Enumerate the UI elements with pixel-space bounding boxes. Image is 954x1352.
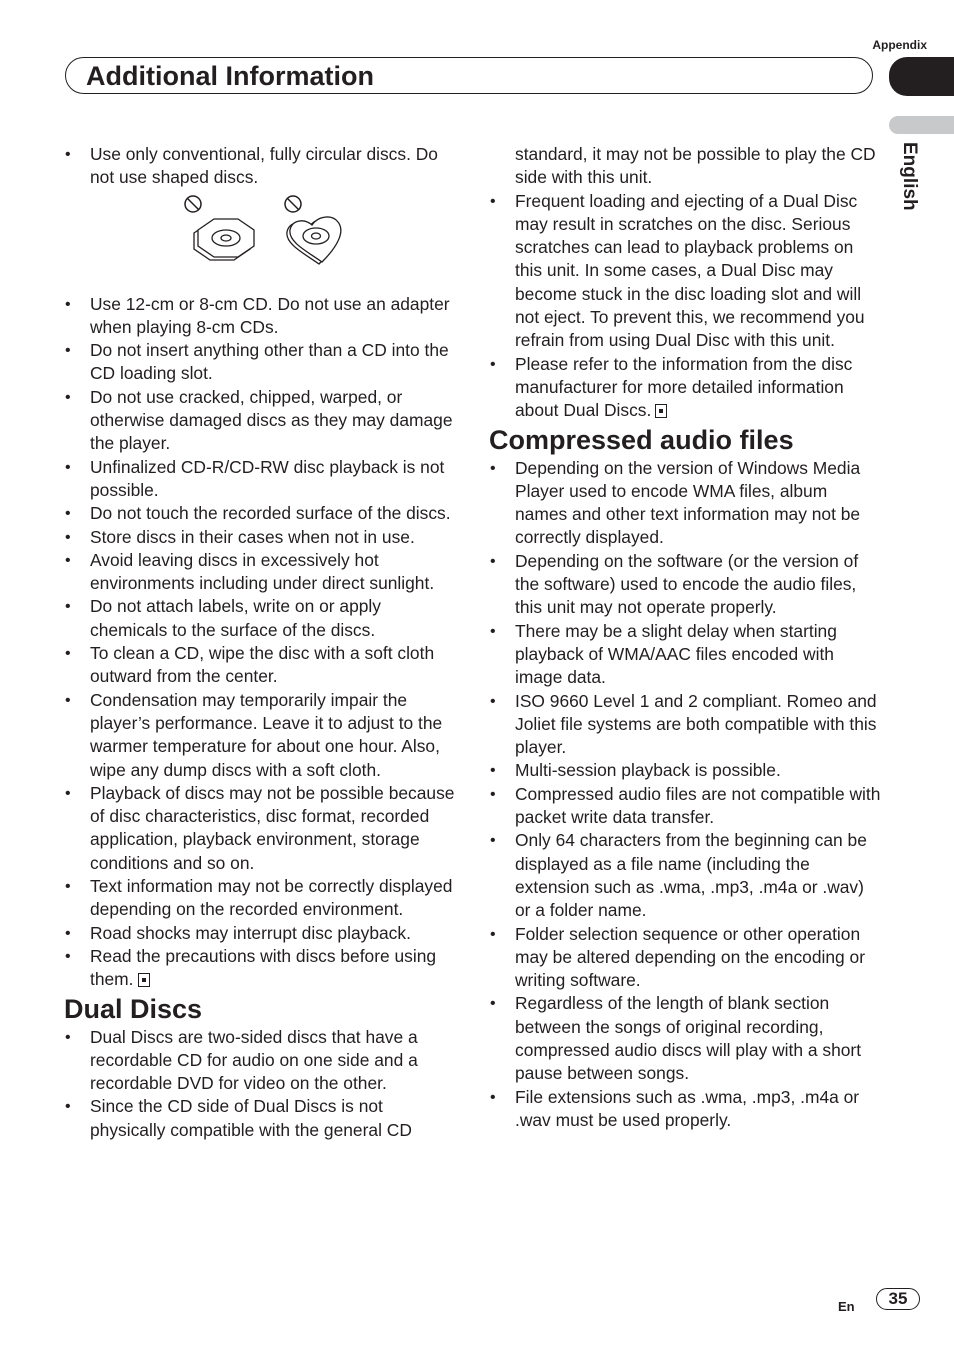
- prohibited-icon: [185, 196, 201, 212]
- compressed-audio-heading: Compressed audio files: [489, 424, 794, 455]
- list-item: • Unfinalized CD-R/CD-RW disc playback is not possible.: [64, 456, 456, 503]
- shaped-discs-figure: [64, 194, 456, 291]
- list-item: • Text information may not be correctly displayed depending on the recorded environment.: [64, 875, 456, 922]
- list-item: • To clean a CD, wipe the disc with a soft cloth outward from the center.: [64, 642, 456, 689]
- right-column: [489, 143, 881, 1132]
- list-item: • Condensation may temporarily impair the player’s performance. Leave it to adjust to the warmer temperature for about one hour. Also, wipe any dump discs with a soft cloth.: [64, 689, 456, 782]
- language-code: En: [838, 1299, 855, 1314]
- list-item: • Store discs in their cases when not in use.: [64, 526, 456, 549]
- octagon-disc-icon: [194, 219, 254, 260]
- dual-discs-list-continued: [489, 190, 881, 423]
- list-item: • Use only conventional, fully circular discs. Do not use shaped discs.: [64, 143, 456, 190]
- continued-text: standard, it may not be possible to play the CD side with this unit.: [515, 144, 876, 188]
- list-item: • Do not touch the recorded surface of the discs.: [64, 502, 456, 525]
- appendix-label: Appendix: [872, 38, 927, 52]
- list-item: • ISO 9660 Level 1 and 2 compliant. Romeo and Joliet file systems are both compatible with this player.: [489, 690, 881, 760]
- list-item: • Avoid leaving discs in excessively hot environments including under direct sunlight.: [64, 549, 456, 596]
- list-item: [489, 353, 881, 423]
- disc-handling-list: [64, 293, 456, 992]
- shaped-discs-illustration: [180, 194, 360, 268]
- list-item: • Frequent loading and ejecting of a Dual Disc may result in scratches on the disc. Serious scratches can lead to playback problems on this unit. In some cases, a Dual Disc may become stuck in the disc loading slot and will not eject. To prevent this, we recommend you refrain from using Dual Disc with this unit.: [489, 190, 881, 353]
- list-item-text: Please refer to the information from the disc manufacturer for more detailed information about Dual Discs.: [515, 353, 853, 421]
- list-item: • Do not insert anything other than a CD into the CD loading slot.: [64, 339, 456, 386]
- list-item: • Only 64 characters from the beginning can be displayed as a file name (including the extension such as .wma, .mp3, .m4a or .wav) or a folder name.: [489, 829, 881, 922]
- list-item: • File extensions such as .wma, .mp3, .m4a or .wav must be used properly.: [489, 1086, 881, 1133]
- list-item: • Depending on the version of Windows Media Player used to encode WMA files, album names and other text information may not be correctly displayed.: [489, 457, 881, 550]
- page-number: 35: [876, 1288, 920, 1310]
- list-item: • Dual Discs are two-sided discs that have a recordable CD for audio on one side and a recordable DVD for video on the other.: [64, 1026, 456, 1096]
- list-item: • Compressed audio files are not compatible with packet write data transfer.: [489, 783, 881, 830]
- list-item: • Do not attach labels, write on or apply chemicals to the surface of the discs.: [64, 595, 456, 642]
- chapter-tab: [889, 57, 954, 96]
- list-item: • Since the CD side of Dual Discs is not physically compatible with the general CD: [64, 1095, 456, 1142]
- list-item: • Playback of discs may not be possible because of disc characteristics, disc format, recorded application, playback environment, storage conditions and so on.: [64, 782, 456, 875]
- list-item: • Use 12-cm or 8-cm CD. Do not use an adapter when playing 8-cm CDs.: [64, 293, 456, 340]
- heart-disc-icon: [287, 217, 341, 264]
- list-item: • Folder selection sequence or other operation may be altered depending on the encoding or writing software.: [489, 923, 881, 993]
- disc-handling-list-top: [64, 143, 456, 190]
- language-label: English: [899, 142, 920, 211]
- list-item: • Do not use cracked, chipped, warped, or otherwise damaged discs as they may damage the player.: [64, 386, 456, 456]
- list-item: [64, 945, 456, 992]
- list-item: • Regardless of the length of blank section between the songs of original recording, compressed audio discs will play with a short pause between songs.: [489, 992, 881, 1085]
- prohibited-icon: [285, 196, 301, 212]
- list-item: • Depending on the software (or the version of the software) used to encode the audio files, this unit may not operate properly.: [489, 550, 881, 620]
- language-tab: [889, 116, 954, 134]
- list-item-text: Read the precautions with discs before using them.: [90, 945, 437, 990]
- list-item: • Multi-session playback is possible.: [489, 759, 881, 782]
- section-header: [65, 57, 873, 94]
- list-item: • Road shocks may interrupt disc playback.: [64, 922, 456, 945]
- end-of-section-icon: [655, 404, 667, 418]
- end-of-section-icon: [138, 973, 150, 987]
- list-item: • There may be a slight delay when starting playback of WMA/AAC files encoded with image data.: [489, 620, 881, 690]
- left-column: [64, 143, 456, 1142]
- dual-discs-list: [64, 1026, 456, 1142]
- dual-discs-heading: Dual Discs: [64, 993, 203, 1024]
- compressed-audio-list: [489, 457, 881, 1133]
- page-title: Additional Information: [86, 61, 374, 91]
